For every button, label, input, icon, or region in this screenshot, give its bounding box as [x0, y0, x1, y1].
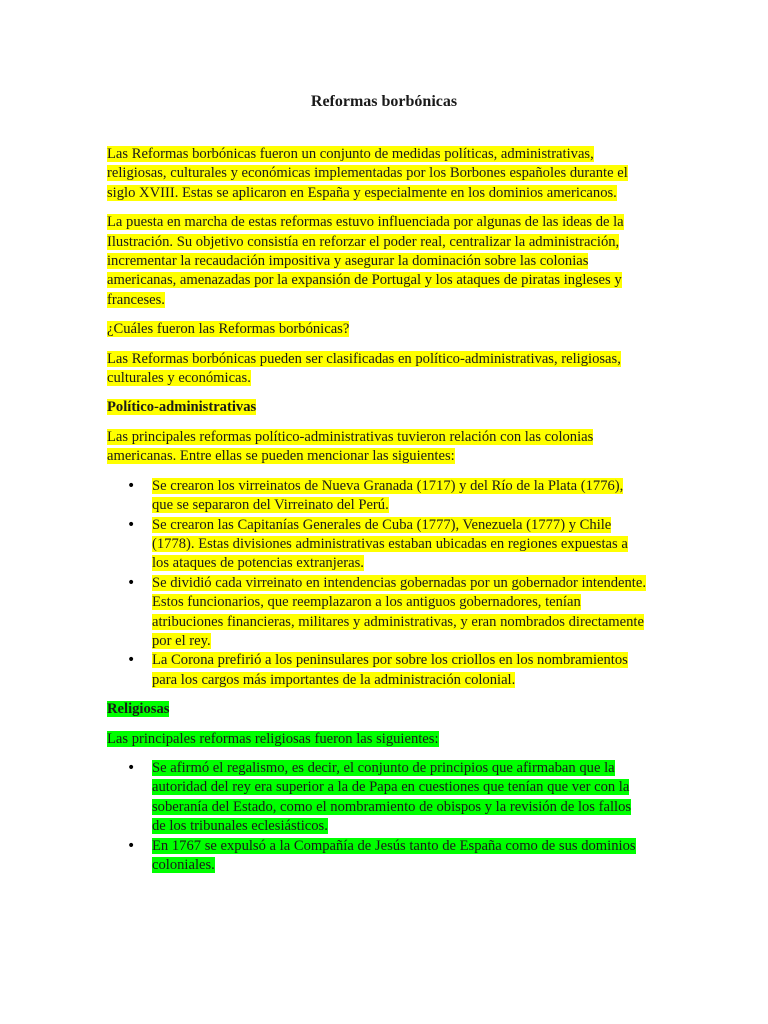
paragraph-classification — [107, 350, 647, 389]
list-item — [107, 837, 647, 876]
document-body — [107, 145, 647, 885]
list-item-text: Se crearon los virreinatos de Nueva Granada (1717) y del Río de la Plata (1776), que se separaron del Virreinato del Perú. — [152, 477, 624, 514]
political-intro — [107, 428, 647, 467]
list-item — [107, 574, 647, 652]
list-item-text: La Corona prefirió a los peninsulares por sobre los criollos en los nombramientos para los cargos más importantes de la administración colonial. — [152, 652, 628, 688]
paragraph-context-text: La puesta en marcha de estas reformas estuvo influenciada por algunas de las ideas de la Ilustración. Su objetivo consistía en reforzar el poder real, centralizar la administración, incrementar la recaudación impositiva y asegurar la dominación sobre las colonias americanas, amenazadas por la expansión de Portugal y los ataques de piratas ingleses y franceses. — [107, 214, 624, 308]
paragraph-context — [107, 213, 647, 310]
list-item-text: Se afirmó el regalismo, es decir, el conjunto de principios que afirmaban que la autoridad del rey era superior a la de Papa en cuestiones que tenían que ver con la soberanía del Estado, como el nombramiento de obispos y la revisión de los fallos de los tribunales eclesiásticos. — [152, 759, 632, 835]
heading-political-text: Político-administrativas — [107, 399, 257, 416]
heading-religious — [107, 700, 647, 719]
political-intro-text: Las principales reformas político-administrativas tuvieron relación con las colonias americanas. Entre ellas se pueden mencionar las siguientes: — [107, 428, 594, 465]
list-item-text: En 1767 se expulsó a la Compañía de Jesús tanto de España como de sus dominios coloniales. — [152, 837, 636, 873]
paragraph-classification-text: Las Reformas borbónicas pueden ser clasificadas en político-administrativas, religiosas, culturales y económicas. — [107, 350, 621, 387]
religious-list — [107, 759, 647, 875]
paragraph-intro — [107, 145, 647, 203]
list-item — [107, 651, 647, 690]
document-title: Reformas borbónicas — [310, 93, 458, 110]
list-item — [107, 759, 647, 837]
paragraph-question-text: ¿Cuáles fueron las Reformas borbónicas? — [107, 321, 350, 338]
paragraph-intro-text: Las Reformas borbónicas fueron un conjunto de medidas políticas, administrativas, religiosas, culturales y económicas implementadas por los Borbones españoles durante el siglo XVIII. Estas se aplicaron en España y especialmente en los dominios americanos. — [107, 146, 628, 201]
heading-religious-text: Religiosas — [107, 701, 170, 718]
political-list — [107, 477, 647, 690]
religious-intro — [107, 730, 647, 749]
heading-political — [107, 398, 647, 417]
religious-intro-text: Las principales reformas religiosas fueron las siguientes: — [107, 730, 439, 747]
list-item-text: Se dividió cada virreinato en intendencias gobernadas por un gobernador intendente. Estos funcionarios, que reemplazaron a los antiguos gobernadores, tenían atribuciones financieras, militares y administrativas, y eran nombrados directamente por el rey. — [152, 574, 646, 649]
list-item — [107, 516, 647, 574]
list-item — [107, 477, 647, 516]
paragraph-question — [107, 320, 647, 339]
list-item-text: Se crearon las Capitanías Generales de Cuba (1777), Venezuela (1777) y Chile (1778). Estas divisiones administrativas estaban ubicadas en regiones expuestas a los ataques de potencias extranjeras. — [152, 516, 628, 572]
